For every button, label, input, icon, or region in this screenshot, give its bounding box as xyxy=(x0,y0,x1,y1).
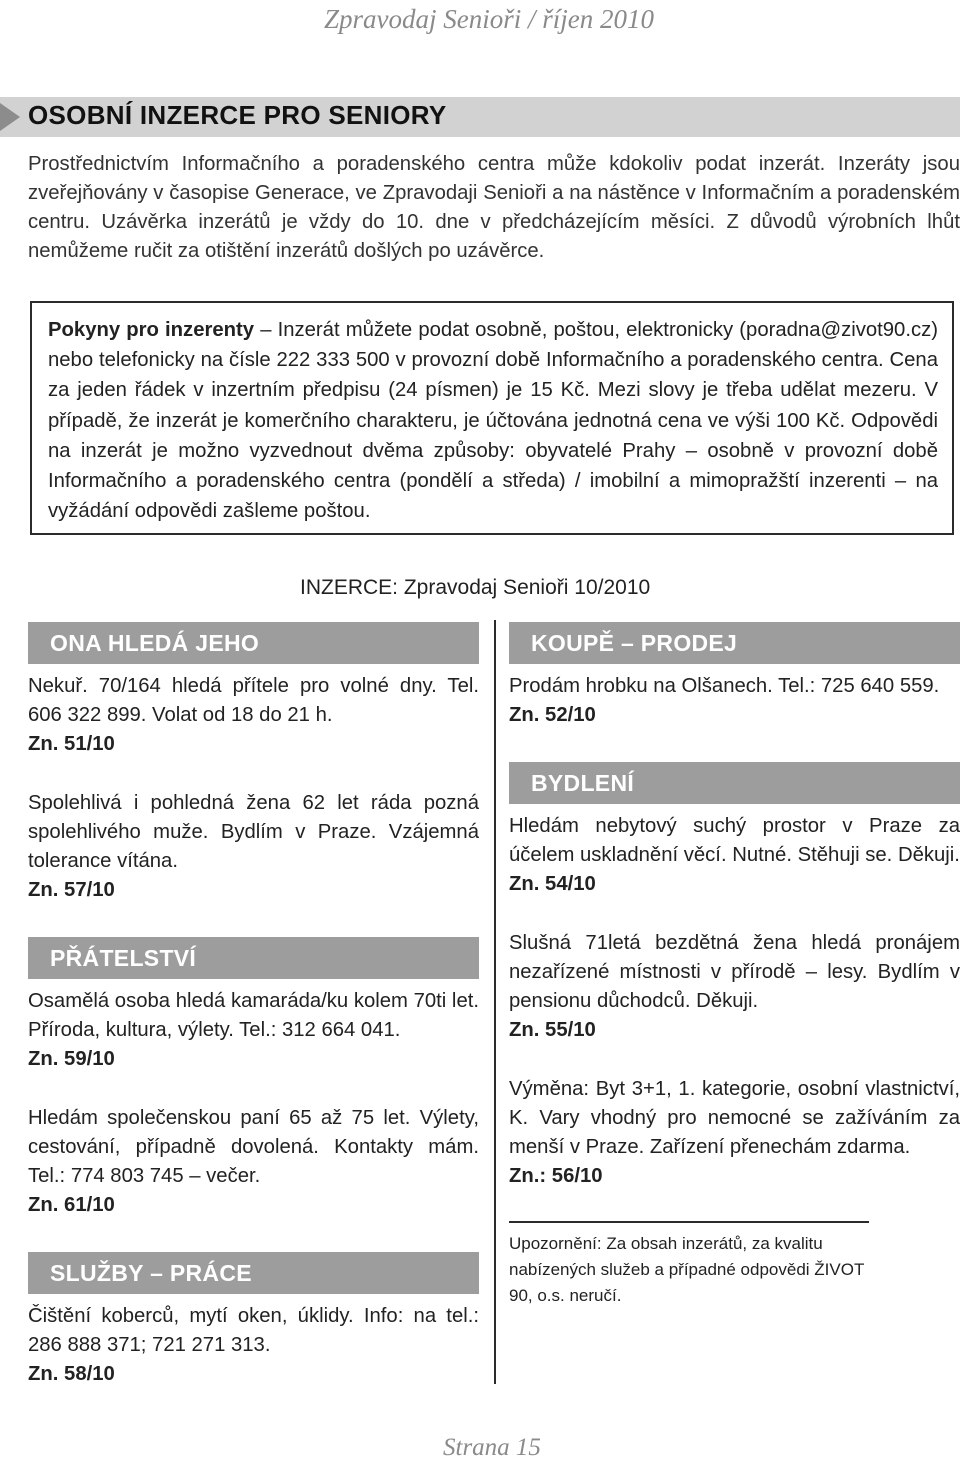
ad-text: Osamělá osoba hledá kamaráda/ku kolem 70ti let. Příroda, kultura, výlety. Tel.: 312 664 041. xyxy=(28,990,479,1041)
instructions-paragraph xyxy=(48,315,938,526)
ad-item xyxy=(28,1302,479,1389)
category-koupe-prodej: KOUPĚ – PRODEJ xyxy=(509,622,960,664)
ad-code: Zn. 57/10 xyxy=(28,879,115,901)
ad-text: Hledám nebytový suchý prostor v Praze za účelem uskladnění věcí. Nutné. Stěhuji se. Děkuji. xyxy=(509,815,960,866)
page-number: Strana 15 xyxy=(443,1434,541,1461)
ad-item xyxy=(509,672,960,730)
instructions-box xyxy=(30,301,954,535)
ad-code: Zn. 59/10 xyxy=(28,1048,115,1070)
ad-text: Čištění koberců, mytí oken, úklidy. Info: na tel.: 286 888 371; 721 271 313. xyxy=(28,1305,479,1356)
running-head: Zpravodaj Senioři / říjen 2010 xyxy=(324,4,654,34)
disclaimer-notice: Upozornění: Za obsah inzerátů, za kvalitu nabízených služeb a případné odpovědi ŽIVOT 90, o.s. neručí. xyxy=(509,1221,869,1309)
section-header-bar xyxy=(0,97,960,137)
instructions-text: – Inzerát můžete podat osobně, poštou, elektronicky (poradna@zivot90.cz) nebo telefonicky na čísle 222 333 500 v provozní době Informačního a poradenského centra. Cena za jeden řádek v inzertním předpisu (24 písmen) je 15 Kč. Mezi slovy je třeba udělat mezeru. V případě, že inzerát je komerčního charakteru, je účtována jednotná cena ve výši 100 Kč. Odpovědi na inzerát je možno vyzvednout dvěma způsoby: obyvatelé Prahy – osobně v provozní době Informačního a poradenského centra (pondělí a středa) / imobilní a mimopražští inzerenti – na vyžádání odpovědi zašleme poštou. xyxy=(48,319,938,523)
ad-code: Zn. 61/10 xyxy=(28,1194,115,1216)
ad-code: Zn.: 56/10 xyxy=(509,1165,603,1187)
ad-text: Výměna: Byt 3+1, 1. kategorie, osobní vlastnictví, K. Vary vhodný pro nemocné se zažíváním za menší v Praze. Zařízení přenechám zdarma. xyxy=(509,1078,960,1158)
ad-code: Zn. 52/10 xyxy=(509,704,596,726)
ad-text: Nekuř. 70/164 hledá přítele pro volné dny. Tel. 606 322 899. Volat od 18 do 21 h. xyxy=(28,675,479,726)
triangle-arrow-icon xyxy=(0,97,22,137)
ad-item xyxy=(28,987,479,1074)
ad-code: Zn. 55/10 xyxy=(509,1019,596,1041)
column-divider xyxy=(494,620,496,1384)
ad-item xyxy=(28,1104,479,1220)
ad-code: Zn. 51/10 xyxy=(28,733,115,755)
ad-code: Zn. 58/10 xyxy=(28,1363,115,1385)
instructions-lead: Pokyny pro inzerenty xyxy=(48,319,255,341)
ad-item xyxy=(28,672,479,759)
inzerce-heading: INZERCE: Zpravodaj Senioři 10/2010 xyxy=(300,576,651,599)
ad-item xyxy=(509,812,960,899)
ad-code: Zn. 54/10 xyxy=(509,873,596,895)
section-title: OSOBNÍ INZERCE PRO SENIORY xyxy=(28,100,447,130)
left-column xyxy=(28,622,479,1389)
ad-item xyxy=(509,929,960,1045)
ad-text: Spolehlivá i pohledná žena 62 let ráda pozná spolehlivého muže. Bydlím v Praze. Vzájemná tolerance vítána. xyxy=(28,792,479,872)
ad-item xyxy=(28,789,479,905)
ad-item xyxy=(509,1075,960,1191)
category-sluzby-prace: SLUŽBY – PRÁCE xyxy=(28,1252,479,1294)
intro-paragraph: Prostřednictvím Informačního a poradenského centra může kdokoliv podat inzerát. Inzeráty jsou zveřejňovány v časopise Generace, ve Zpravodaji Senioři a na nástěnce v Informačním a poradenském centru. Uzávěrka inzerátů je vždy do 10. dne v předcházejícím měsíci. Z důvodů výrobních lhůt nemůžeme ručit za otištění inzerátů došlých po uzávěrce. xyxy=(28,153,960,262)
ad-text: Slušná 71letá bezdětná žena hledá pronájem nezařízené místnosti v přírodě – lesy. Bydlím v pensionu důchodců. Děkuji. xyxy=(509,932,960,1012)
ad-text: Hledám společenskou paní 65 až 75 let. Výlety, cestování, případně dovolená. Kontakty mám. Tel.: 774 803 745 – večer. xyxy=(28,1107,479,1187)
ad-text: Prodám hrobku na Olšanech. Tel.: 725 640 559. xyxy=(509,675,940,697)
category-bydleni: BYDLENÍ xyxy=(509,762,960,804)
category-pratelstvi: PŘÁTELSTVÍ xyxy=(28,937,479,979)
category-ona-hleda-jeho: ONA HLEDÁ JEHO xyxy=(28,622,479,664)
right-column xyxy=(509,622,960,1309)
